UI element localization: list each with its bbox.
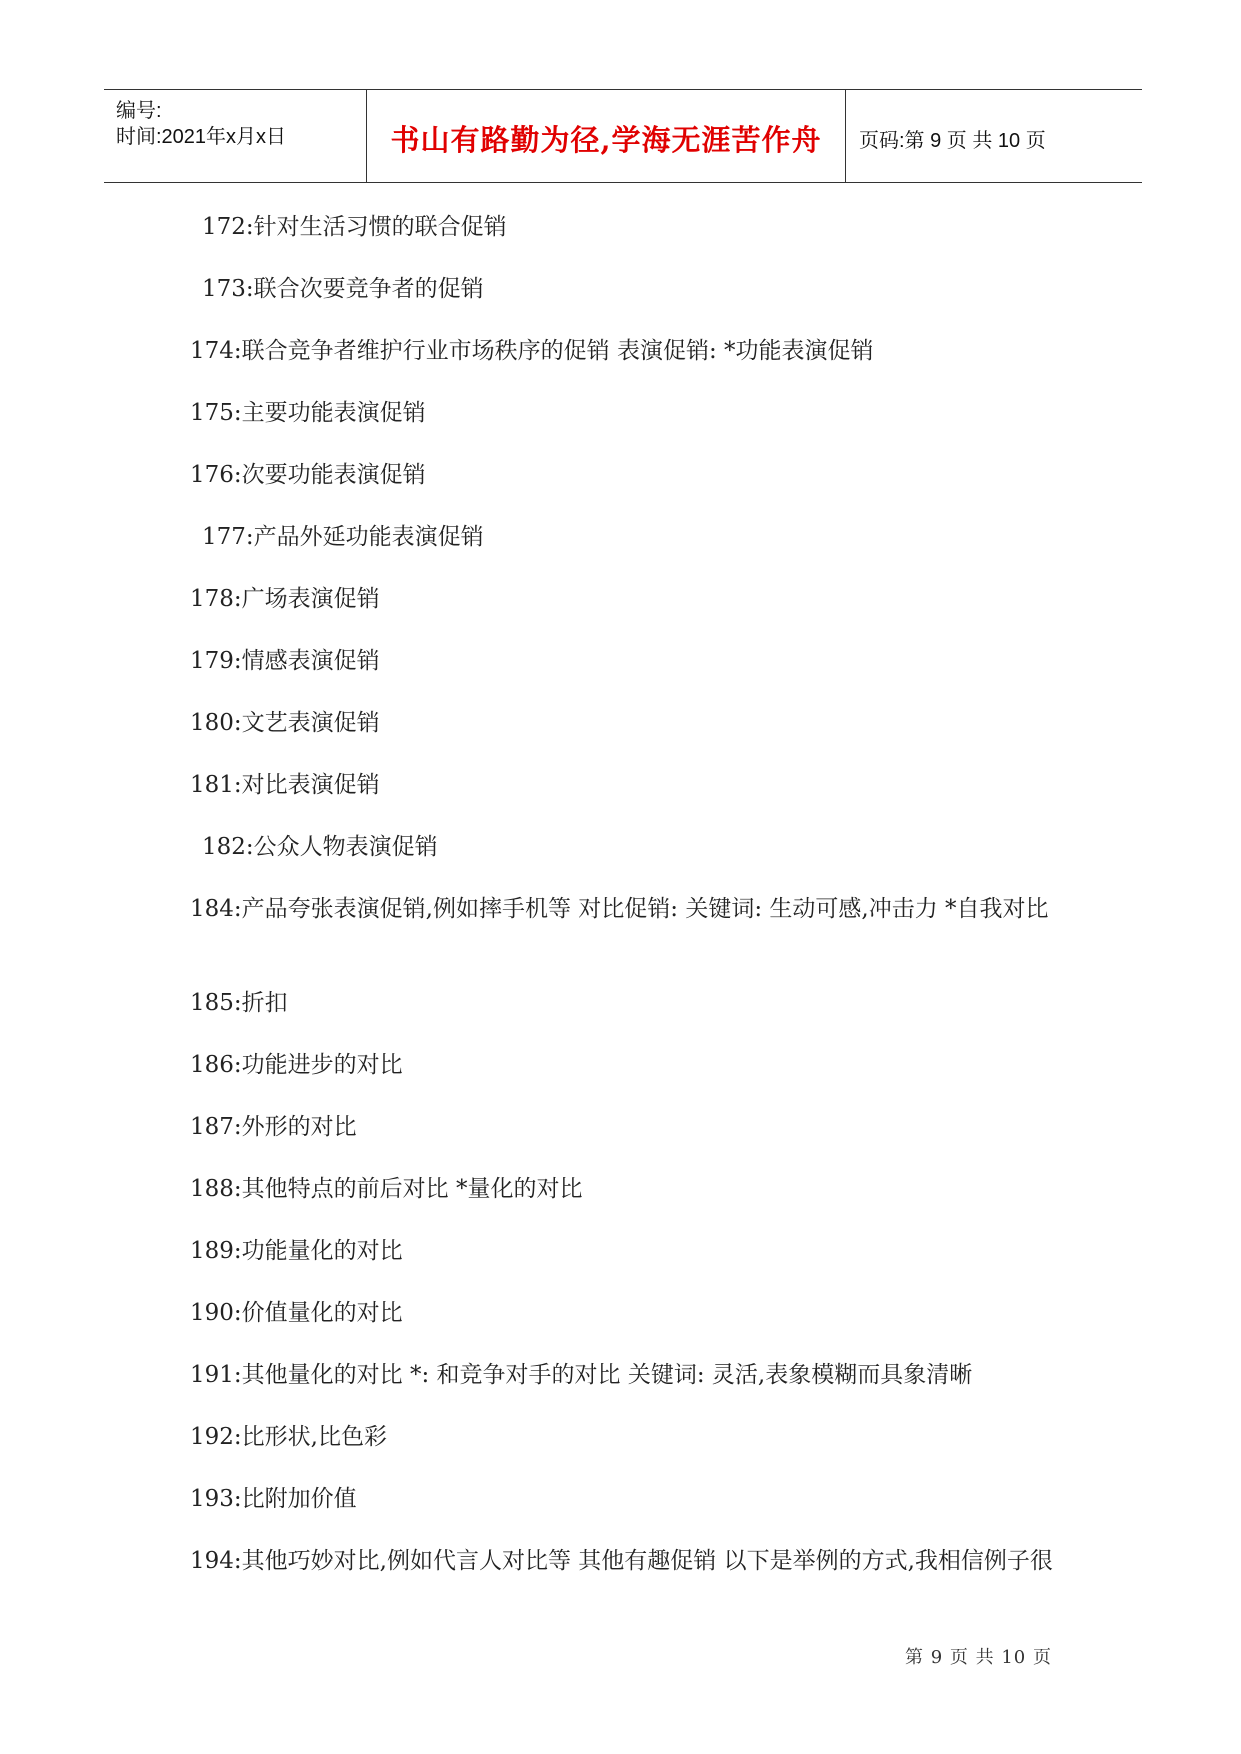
list-item: 184:产品夸张表演促销,例如摔手机等 对比促销: 关键词: 生动可感,冲击力 *自我对比: [190, 896, 1049, 922]
list-item: 193:比附加价值: [190, 1486, 357, 1512]
page-footer: 第 9 页 共 10 页: [905, 1647, 1052, 1668]
list-item: 180:文艺表演促销: [190, 710, 380, 736]
header-page-number: 页码:第 9 页 共 10 页: [859, 130, 1046, 152]
list-item: 172:针对生活习惯的联合促销: [202, 214, 507, 240]
header-motto: 书山有路勤为径,学海无涯苦作舟: [390, 123, 822, 157]
list-item: 173:联合次要竞争者的促销: [202, 276, 484, 302]
header-info-cell: [104, 90, 367, 182]
list-item: 179:情感表演促销: [190, 648, 380, 674]
list-item: 182:公众人物表演促销: [202, 834, 438, 860]
list-item: 188:其他特点的前后对比 *量化的对比: [190, 1176, 583, 1202]
document-time-label: 时间:2021年x月x日: [116, 126, 287, 148]
list-item: 174:联合竞争者维护行业市场秩序的促销 表演促销: *功能表演促销: [190, 338, 874, 364]
list-item: 181:对比表演促销: [190, 772, 380, 798]
header-page-cell: [847, 90, 1141, 182]
list-item: 176:次要功能表演促销: [190, 462, 426, 488]
list-item: 190:价值量化的对比: [190, 1300, 403, 1326]
list-item: 192:比形状,比色彩: [190, 1424, 387, 1450]
list-item: 191:其他量化的对比 *: 和竞争对手的对比 关键词: 灵活,表象模糊而具象清晰: [190, 1362, 973, 1388]
document-number-label: 编号:: [116, 100, 162, 122]
list-item: 186:功能进步的对比: [190, 1052, 403, 1078]
list-item: 189:功能量化的对比: [190, 1238, 403, 1264]
list-item: 177:产品外延功能表演促销: [202, 524, 484, 550]
list-item: 175:主要功能表演促销: [190, 400, 426, 426]
list-item: 178:广场表演促销: [190, 586, 380, 612]
list-item: 185:折扣: [190, 990, 288, 1016]
list-item: 194:其他巧妙对比,例如代言人对比等 其他有趣促销 以下是举例的方式,我相信例子很: [190, 1548, 1053, 1574]
document-header: [104, 89, 1142, 183]
list-item: 187:外形的对比: [190, 1114, 357, 1140]
header-motto-cell: [367, 90, 846, 182]
